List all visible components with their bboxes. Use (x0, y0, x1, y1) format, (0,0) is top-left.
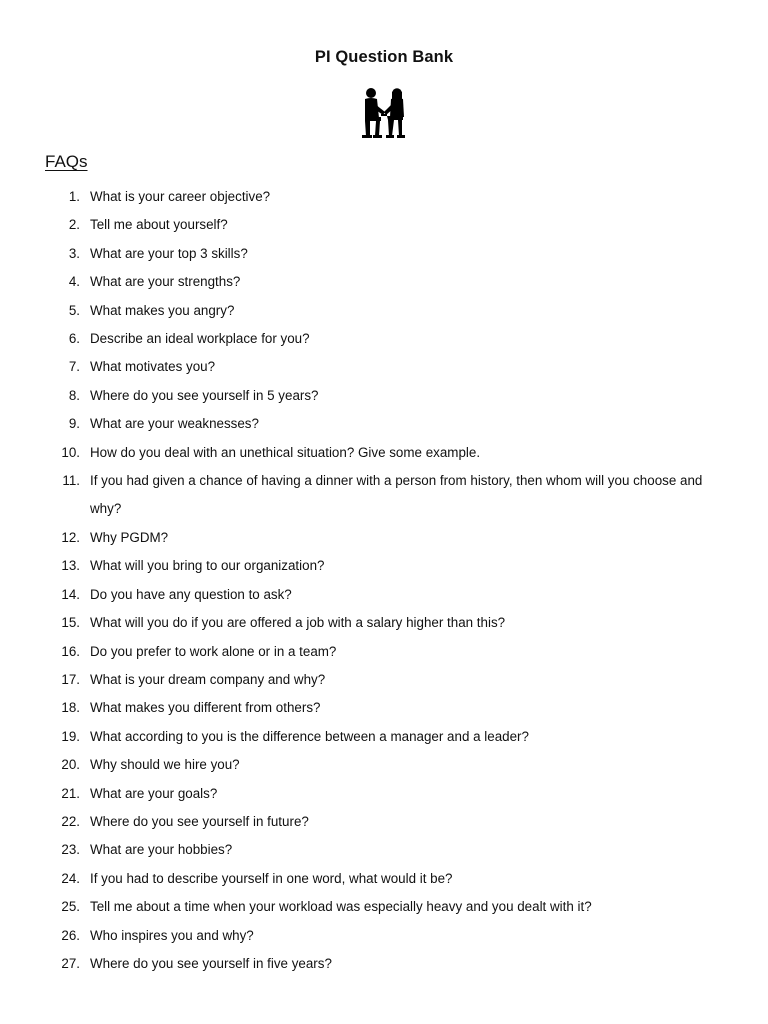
question-number: 24. (61, 870, 80, 886)
question-text: Where do you see yourself in 5 years? (90, 387, 319, 403)
question-number: 15. (61, 615, 80, 631)
list-item (0, 439, 768, 467)
list-item (0, 183, 768, 211)
question-text: Where do you see yourself in future? (90, 813, 309, 829)
question-number: 22. (61, 813, 80, 829)
page-title: PI Question Bank (314, 48, 454, 66)
question-text: If you had to describe yourself in one word, what would it be? (90, 870, 453, 886)
question-number: 2. (68, 217, 80, 233)
list-item (0, 382, 768, 410)
list-item (0, 581, 768, 609)
question-text: Who inspires you and why? (90, 927, 254, 943)
question-text: What are your goals? (90, 785, 218, 801)
list-item (0, 325, 768, 353)
question-number: 17. (61, 671, 80, 687)
question-text: Why should we hire you? (90, 757, 240, 773)
question-number: 8. (68, 387, 80, 403)
list-item (0, 552, 768, 580)
list-item (0, 353, 768, 381)
question-list (0, 183, 768, 978)
question-number: 11. (62, 473, 80, 489)
question-text: What are your weaknesses? (90, 416, 259, 432)
question-number: 12. (61, 529, 80, 545)
question-text: Tell me about a time when your workload was especially heavy and you dealt with it? (90, 899, 592, 915)
list-item (0, 751, 768, 779)
question-number: 23. (61, 842, 80, 858)
question-text: What will you bring to our organization? (90, 558, 325, 574)
question-text: Tell me about yourself? (90, 217, 228, 233)
question-text: Describe an ideal workplace for you? (90, 331, 310, 347)
question-number: 21. (61, 785, 80, 801)
list-item (0, 865, 768, 893)
list-item (0, 297, 768, 325)
question-text: What are your strengths? (90, 274, 241, 290)
list-item (0, 666, 768, 694)
question-text: What are your top 3 skills? (90, 245, 248, 261)
list-item (0, 524, 768, 552)
list-item (0, 268, 768, 296)
question-text: What is your career objective? (90, 189, 271, 204)
question-number: 20. (61, 757, 80, 773)
question-number: 26. (61, 927, 80, 943)
question-number: 19. (61, 728, 80, 744)
section-heading-faqs: FAQs (45, 152, 88, 171)
question-text: What makes you angry? (90, 302, 235, 318)
list-item (0, 922, 768, 950)
question-number: 18. (61, 700, 80, 716)
question-text: What according to you is the difference between a manager and a leader? (90, 728, 529, 744)
interview-silhouette-icon (356, 84, 412, 140)
list-item (0, 723, 768, 751)
question-number: 27. (61, 955, 80, 971)
list-item (0, 893, 768, 921)
question-text: What are your hobbies? (90, 842, 233, 858)
list-item (0, 950, 768, 978)
list-item (0, 609, 768, 637)
question-number: 6. (68, 331, 80, 347)
question-text: How do you deal with an unethical situation? Give some example. (90, 444, 481, 460)
question-number: 9. (68, 416, 80, 432)
question-number: 10. (61, 444, 80, 460)
list-item (0, 836, 768, 864)
question-number: 7. (68, 359, 80, 375)
question-number: 16. (61, 643, 80, 659)
list-item (0, 211, 768, 239)
list-item (0, 467, 768, 524)
question-text: What makes you different from others? (90, 700, 321, 716)
question-number: 14. (61, 586, 80, 602)
question-text: Why PGDM? (90, 529, 169, 545)
list-item (0, 638, 768, 666)
list-item (0, 694, 768, 722)
list-item (0, 780, 768, 808)
question-number: 5. (68, 302, 80, 318)
question-text: If you had given a chance of having a dinner with a person from history, then whom will you choose and why? (90, 473, 703, 517)
question-text: Where do you see yourself in five years? (90, 955, 332, 971)
question-number: 1. (68, 189, 80, 204)
question-number: 25. (61, 899, 80, 915)
question-number: 3. (68, 245, 80, 261)
list-item (0, 240, 768, 268)
list-item (0, 410, 768, 438)
list-item (0, 808, 768, 836)
question-text: Do you have any question to ask? (90, 586, 292, 602)
question-text: What is your dream company and why? (90, 671, 326, 687)
question-number: 4. (68, 274, 80, 290)
question-text: What will you do if you are offered a job with a salary higher than this? (90, 615, 506, 631)
question-number: 13. (61, 558, 80, 574)
question-text: Do you prefer to work alone or in a team? (90, 643, 337, 659)
question-text: What motivates you? (90, 359, 216, 375)
